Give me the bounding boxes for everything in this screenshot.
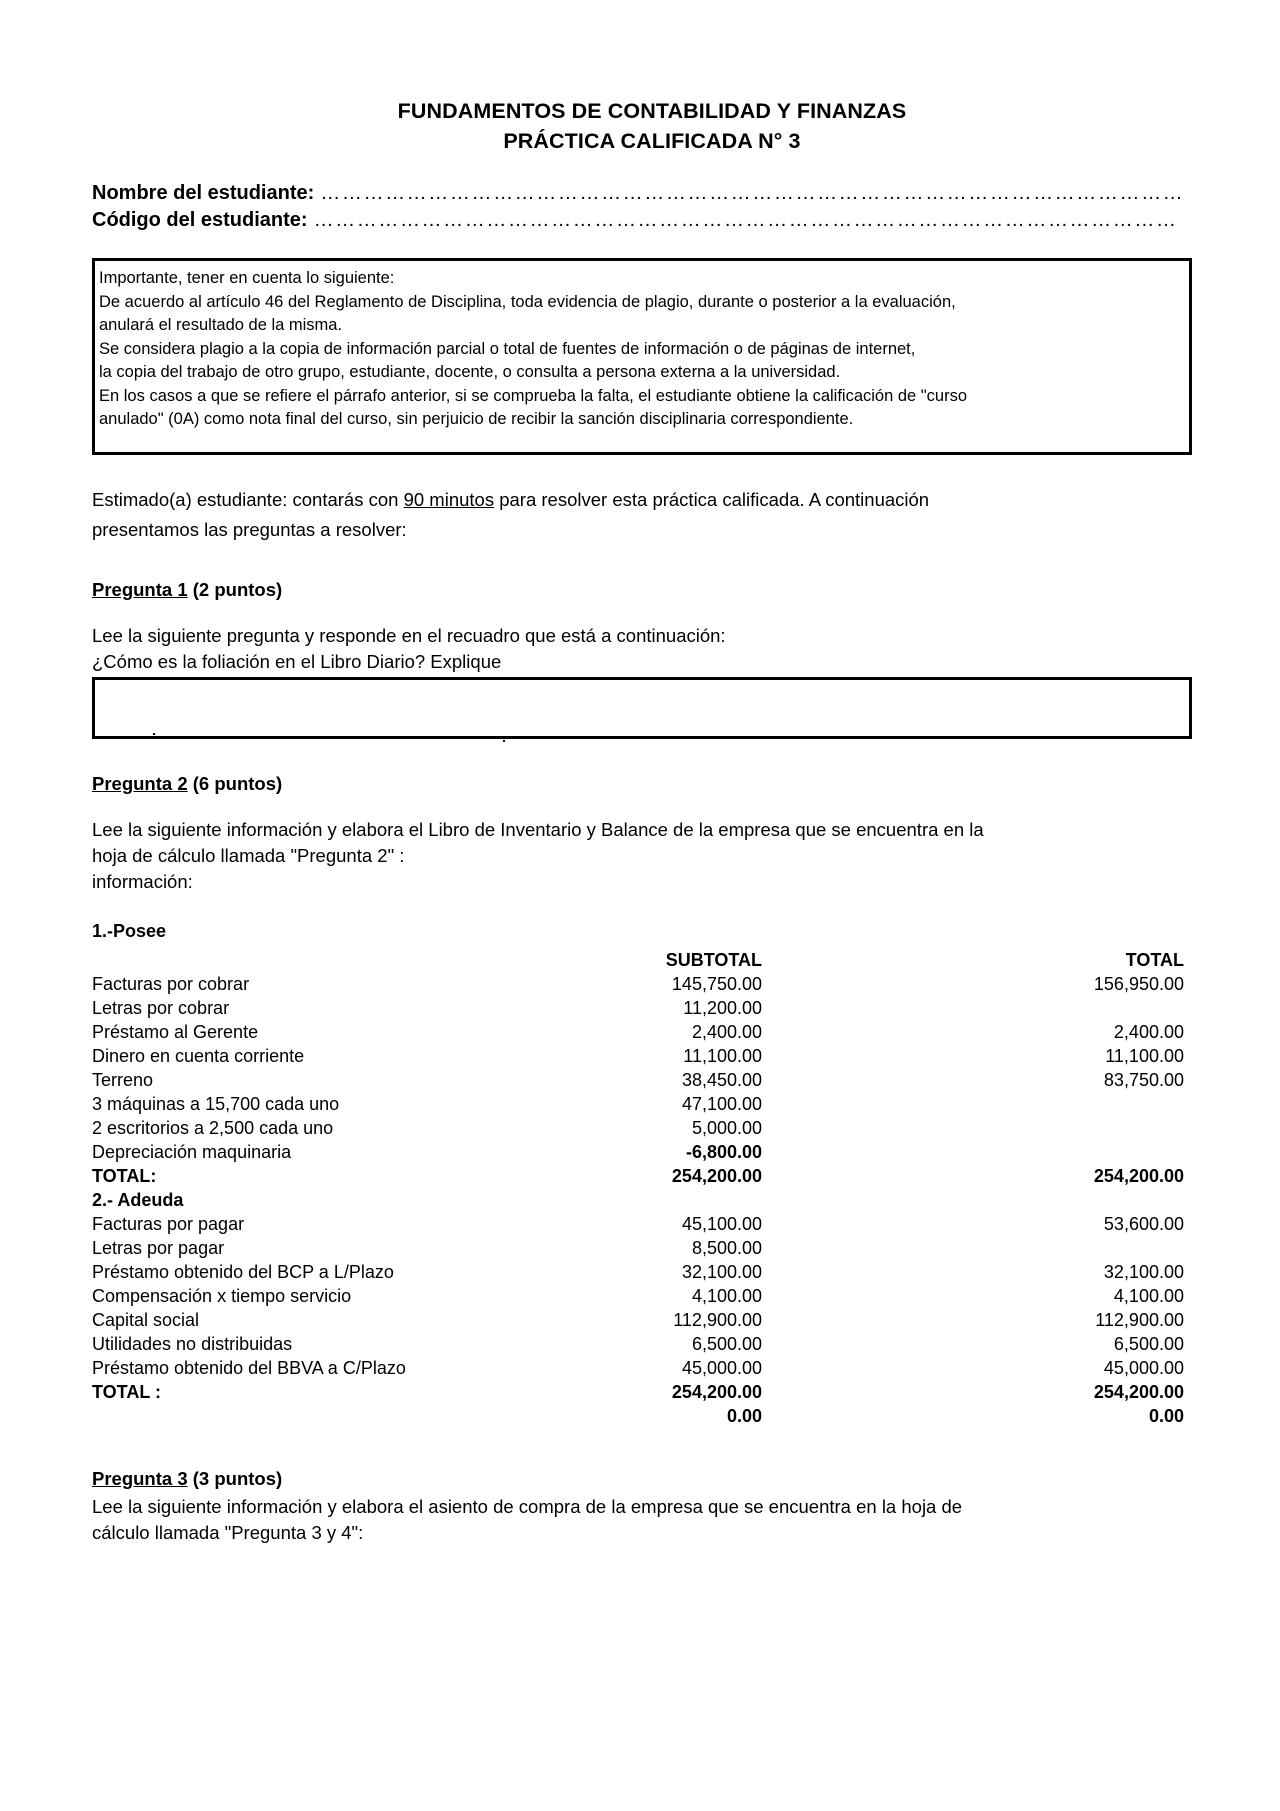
- pregunta-3-line-2: cálculo llamada "Pregunta 3 y 4":: [92, 1521, 364, 1543]
- row-total: 112,900.00: [1095, 1309, 1184, 1330]
- row-total: 254,200.00: [1093, 1165, 1184, 1186]
- row-total: 156,950.00: [1093, 973, 1184, 994]
- row-subtotal: -6,800.00: [685, 1141, 763, 1162]
- row-subtotal: 254,200.00: [671, 1165, 763, 1186]
- row-total: [780, 1092, 1192, 1116]
- row-subtotal: 11,100.00: [683, 1045, 763, 1066]
- row-concept: [92, 1404, 474, 1428]
- row-subtotal: 5,000.00: [691, 1117, 763, 1138]
- intro-paragraph: [92, 485, 1212, 545]
- row-concept: Depreciación maquinaria: [92, 1141, 292, 1162]
- row-concept: Capital social: [92, 1309, 200, 1330]
- notice-line: Importante, tener en cuenta lo siguiente:: [99, 269, 395, 287]
- row-concept: 2 escritorios a 2,500 cada uno: [92, 1117, 334, 1138]
- student-name-input[interactable]: …………………………………………………………………………………………………………: [320, 182, 1185, 204]
- row-subtotal: 4,100.00: [691, 1285, 763, 1306]
- row-total: 32,100.00: [1103, 1261, 1184, 1282]
- row-concept: Compensación x tiempo servicio: [92, 1285, 352, 1306]
- inventory-balance-table: [92, 948, 1192, 1428]
- row-subtotal: 254,200.00: [671, 1381, 763, 1402]
- row-concept: Utilidades no distribuidas: [92, 1333, 293, 1354]
- row-total: 254,200.00: [1093, 1381, 1184, 1402]
- pregunta-3-points: (3 puntos): [187, 1467, 283, 1489]
- row-subtotal: 11,200.00: [683, 997, 763, 1018]
- table-row: [92, 1356, 1192, 1380]
- adeuda-rows: [92, 1212, 1192, 1428]
- posee-section-label: 1.-Posee: [92, 920, 167, 941]
- pregunta-3-heading: [92, 1468, 1212, 1490]
- row-total: 0.00: [1148, 1405, 1184, 1426]
- table-row: [92, 1140, 1192, 1164]
- pregunta-3-line-1: Lee la siguiente información y elabora el asiento de compra de la empresa que se encuentra en la hoja de: [92, 1495, 963, 1517]
- artifact-dot: [503, 740, 505, 742]
- notice-line: Se considera plagio a la copia de información parcial o total de fuentes de información o de páginas de internet,: [99, 339, 916, 358]
- table-row: [92, 1068, 1192, 1092]
- row-subtotal: 145,750.00: [671, 973, 763, 994]
- row-total: [780, 1116, 1192, 1140]
- row-total: 4,100.00: [1113, 1285, 1184, 1306]
- adeuda-section-label: 2.- Adeuda: [92, 1189, 184, 1210]
- table-row: [92, 1260, 1192, 1284]
- pregunta-2-points: (6 puntos): [187, 772, 283, 794]
- row-concept: TOTAL:: [92, 1165, 157, 1186]
- row-subtotal: 2,400.00: [691, 1021, 763, 1042]
- student-code-label: Código del estudiante:: [92, 209, 308, 231]
- row-concept: Préstamo obtenido del BBVA a C/Plazo: [92, 1357, 406, 1378]
- title-line-1: FUNDAMENTOS DE CONTABILIDAD Y FINANZAS: [397, 99, 907, 123]
- pregunta-2-number: Pregunta 2: [92, 772, 188, 794]
- pregunta-1-number: Pregunta 1: [92, 578, 188, 600]
- table-row: [92, 1020, 1192, 1044]
- intro-text-before: Estimado(a) estudiante: contarás con: [92, 488, 404, 510]
- pregunta-2-line-2: hoja de cálculo llamada "Pregunta 2" :: [92, 844, 405, 866]
- row-concept: Terreno: [92, 1069, 154, 1090]
- plagiarism-notice-box: [92, 258, 1192, 455]
- row-total: [780, 1236, 1192, 1260]
- pregunta-1-points: (2 puntos): [187, 578, 283, 600]
- row-total: 53,600.00: [1103, 1213, 1184, 1234]
- table-row: [92, 1308, 1192, 1332]
- column-header-subtotal: SUBTOTAL: [665, 949, 763, 970]
- row-subtotal: 32,100.00: [681, 1261, 763, 1282]
- notice-line: En los casos a que se refiere el párrafo anterior, si se comprueba la falta, el estudiante obtiene la calificación de "curso: [99, 386, 968, 405]
- pregunta-1-line-2: ¿Cómo es la foliación en el Libro Diario? Explique: [92, 650, 502, 672]
- student-code-input[interactable]: …………………………………………………………………………………………………………: [313, 209, 1178, 231]
- row-subtotal: 6,500.00: [691, 1333, 763, 1354]
- row-total: 83,750.00: [1103, 1069, 1184, 1090]
- table-row: [92, 1332, 1192, 1356]
- row-subtotal: 0.00: [726, 1405, 763, 1426]
- row-total: [780, 1140, 1192, 1164]
- posee-rows: [92, 972, 1192, 1212]
- row-concept: Letras por pagar: [92, 1237, 225, 1258]
- table-row-total: [92, 1380, 1192, 1404]
- row-total: 2,400.00: [1113, 1021, 1184, 1042]
- row-total: [780, 996, 1192, 1020]
- table-row: [92, 1236, 1192, 1260]
- intro-duration: 90 minutos: [403, 488, 495, 510]
- row-total: 11,100.00: [1105, 1045, 1184, 1066]
- row-total: 6,500.00: [1113, 1333, 1184, 1354]
- title-line-2: PRÁCTICA CALIFICADA N° 3: [503, 129, 801, 153]
- document-title: [92, 96, 1212, 156]
- notice-line: De acuerdo al artículo 46 del Reglamento de Disciplina, toda evidencia de plagio, durante o posterior a la evaluación,: [99, 292, 956, 311]
- row-concept: Préstamo obtenido del BCP a L/Plazo: [92, 1261, 394, 1282]
- pregunta-1-body: [92, 623, 1212, 675]
- pregunta-1-line-1: Lee la siguiente pregunta y responde en el recuadro que está a continuación:: [92, 624, 726, 646]
- table-row: [92, 1092, 1192, 1116]
- notice-line: anulará el resultado de la misma.: [99, 316, 343, 334]
- row-total: 45,000.00: [1103, 1357, 1184, 1378]
- student-code-row: [92, 207, 1212, 234]
- table-row: [92, 1284, 1192, 1308]
- pregunta-1-heading: [92, 579, 1212, 601]
- pregunta-2-heading: [92, 773, 1212, 795]
- adeuda-section-label-row: [92, 1188, 1192, 1212]
- student-name-label: Nombre del estudiante:: [92, 182, 315, 204]
- artifact-dot: [153, 733, 155, 735]
- table-header-row: [92, 948, 1192, 972]
- pregunta-1-answer-box[interactable]: [92, 677, 1192, 739]
- pregunta-2-line-3: información:: [92, 870, 193, 892]
- table-row-total: [92, 1164, 1192, 1188]
- row-subtotal: 45,000.00: [681, 1357, 763, 1378]
- pregunta-2-body: [92, 817, 1212, 895]
- row-concept: Letras por cobrar: [92, 997, 230, 1018]
- row-concept: 3 máquinas a 15,700 cada uno: [92, 1093, 340, 1114]
- table-row: [92, 1044, 1192, 1068]
- row-concept: Facturas por pagar: [92, 1213, 245, 1234]
- intro-line-1: [92, 485, 1212, 515]
- notice-line: anulado" (0A) como nota final del curso, sin perjuicio de recibir la sanción disciplinaria correspondiente.: [99, 410, 854, 428]
- pregunta-3-number: Pregunta 3: [92, 1467, 188, 1489]
- column-header-total: TOTAL: [1125, 949, 1184, 970]
- document-content: [92, 0, 1212, 1546]
- row-concept: Facturas por cobrar: [92, 973, 250, 994]
- table-row: [92, 996, 1192, 1020]
- intro-text-after: para resolver esta práctica calificada. A continuación: [494, 488, 930, 510]
- table-row-balance: [92, 1404, 1192, 1428]
- column-header-concept: [92, 948, 474, 972]
- row-concept: Dinero en cuenta corriente: [92, 1045, 305, 1066]
- table-row: [92, 972, 1192, 996]
- row-subtotal: 38,450.00: [681, 1069, 763, 1090]
- table-row: [92, 1116, 1192, 1140]
- student-name-row: [92, 180, 1212, 207]
- row-subtotal: 45,100.00: [681, 1213, 763, 1234]
- notice-line: la copia del trabajo de otro grupo, estudiante, docente, o consulta a persona externa a la universidad.: [99, 363, 841, 381]
- row-subtotal: 47,100.00: [681, 1093, 763, 1114]
- intro-line-2: presentamos las preguntas a resolver:: [92, 518, 407, 540]
- row-subtotal: 8,500.00: [691, 1237, 763, 1258]
- pregunta-2-line-1: Lee la siguiente información y elabora el Libro de Inventario y Balance de la empresa que se encuentra en la: [92, 818, 984, 840]
- pregunta-3-body: [92, 1494, 1212, 1546]
- row-concept: Préstamo al Gerente: [92, 1021, 259, 1042]
- row-subtotal: 112,900.00: [673, 1309, 763, 1330]
- table-row: [92, 1212, 1192, 1236]
- row-concept: TOTAL :: [92, 1381, 161, 1402]
